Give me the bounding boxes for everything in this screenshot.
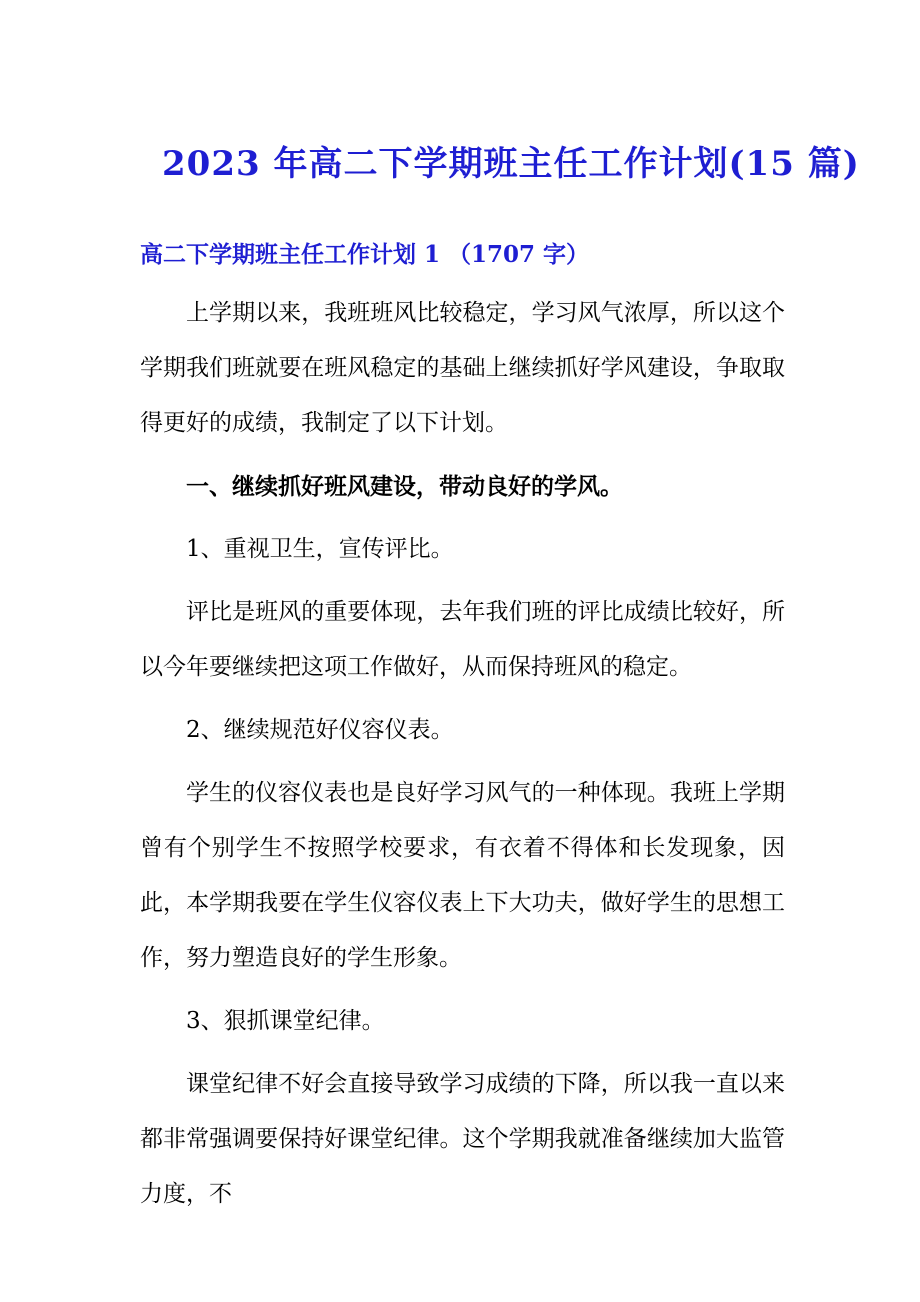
paragraph-item-1-detail: 评比是班风的重要体现，去年我们班的评比成绩比较好，所以今年要继续把这项工作做好，从而保持班风的稳定。 (140, 599, 785, 680)
paragraph-item-2: 2、继续规范好仪容仪表。 (186, 717, 454, 743)
paragraph-item-2-detail: 学生的仪容仪表也是良好学习风气的一种体现。我班上学期曾有个别学生不按照学校要求，有衣着不得体和长发现象，因此，本学期我要在学生仪容仪表上下大功夫，做好学生的思想工作，努力塑造良好的学生形象。 (140, 780, 785, 971)
document-body (140, 286, 785, 1222)
paragraph-heading-1: 一、继续抓好班风建设，带动良好的学风。 (186, 473, 623, 500)
paragraph-item-3-detail: 课堂纪律不好会直接导致学习成绩的下降，所以我一直以来都非常强调要保持好课堂纪律。这个学期我就准备继续加大监管力度，不 (140, 1071, 785, 1207)
paragraph-item-1: 1、重视卫生，宣传评比。 (186, 536, 454, 562)
paragraph-intro: 上学期以来，我班班风比较稳定，学习风气浓厚，所以这个学期我们班就要在班风稳定的基础上继续抓好学风建设，争取取得更好的成绩，我制定了以下计划。 (140, 300, 785, 436)
section-heading: 高二下学期班主任工作计划 1 （1707 字） (140, 241, 590, 268)
paragraph-item-3: 3、狠抓课堂纪律。 (186, 1008, 385, 1034)
document-title: 2023 年高二下学期班主任工作计划(15 篇) (162, 144, 860, 184)
